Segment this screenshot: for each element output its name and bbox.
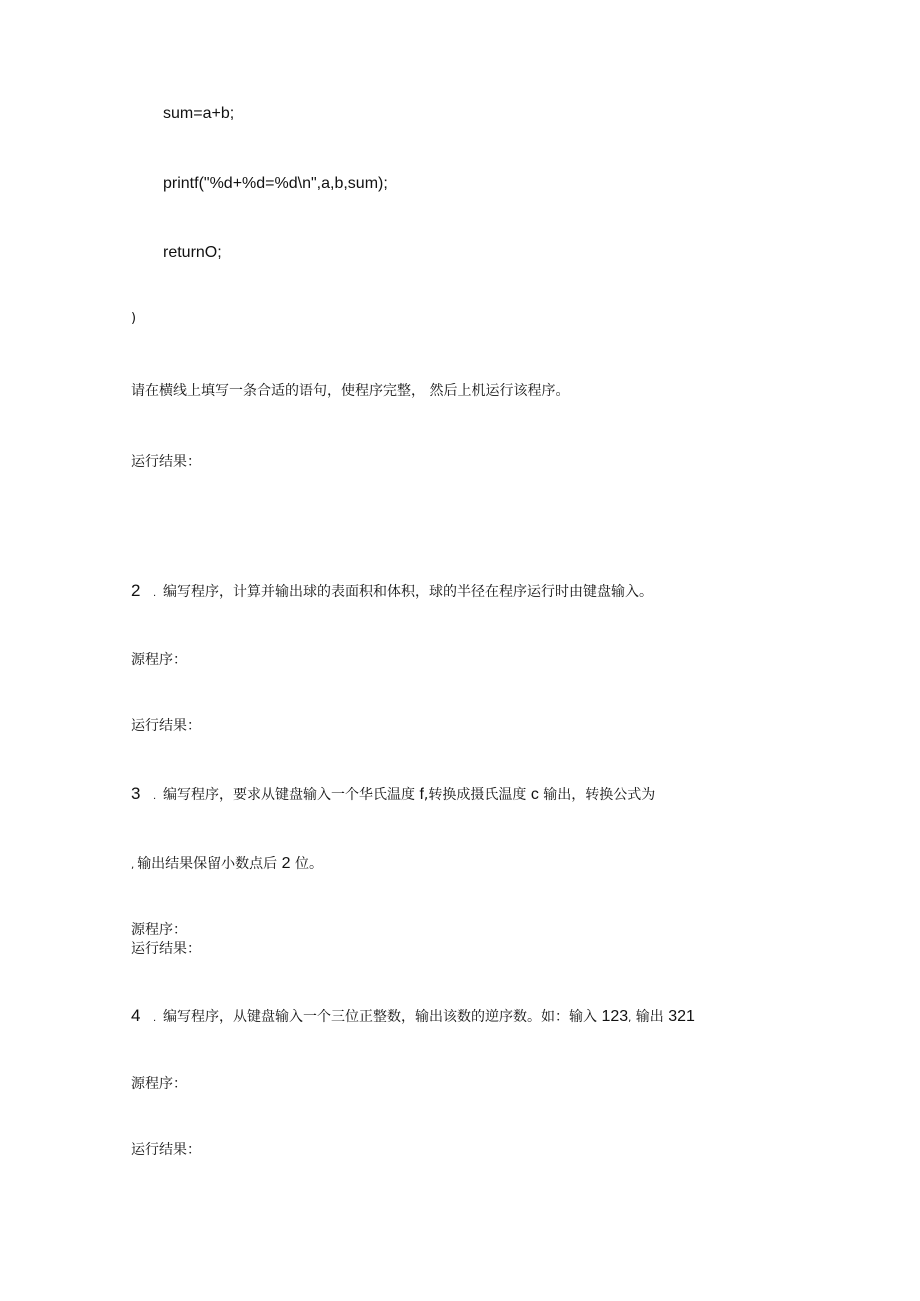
question-3-text-b: ,转换成摄氏温度: [423, 787, 531, 803]
question-3: [131, 784, 655, 807]
source-label-3: 源程序：: [131, 922, 187, 938]
question-4-in-num: 123: [601, 1008, 629, 1025]
question-4-out-num: 321: [668, 1008, 695, 1025]
code-closing-brace: ): [131, 311, 137, 326]
question-2-text: 编写程序，计算并输出球的表面积和体积，球的半径在程序运行时由键盘输入。: [163, 584, 653, 600]
code-line-printf: printf("%d+%d=%d\n",a,b,sum);: [163, 175, 388, 192]
source-label-2: 源程序：: [131, 652, 187, 668]
question-3-line-2-a: 输出结果保留小数点后: [137, 856, 282, 872]
question-3-number: 3: [131, 784, 141, 803]
question-3-var-c: c: [530, 786, 539, 803]
question-4-sep: ,: [628, 1013, 632, 1024]
question-2-dot: .: [153, 588, 157, 599]
source-label-4: 源程序：: [131, 1076, 187, 1092]
question-4-text-b: 输出: [631, 1009, 669, 1025]
result-label-1: 运行结果：: [131, 454, 201, 470]
question-4-number: 4: [131, 1006, 141, 1025]
result-label-2: 运行结果：: [131, 718, 201, 734]
question-2-number: 2: [131, 581, 141, 600]
result-label-4: 运行结果：: [131, 1142, 201, 1158]
question-3-line-2-prefix: ,: [131, 860, 135, 871]
instruction-text: 请在横线上填写一条合适的语句，使程序完整， 然后上机运行该程序。: [131, 383, 570, 399]
question-3-var-f: f: [419, 786, 424, 803]
code-line-return: returnO;: [163, 244, 222, 261]
code-line-sum: sum=a+b;: [163, 105, 235, 122]
question-2: [131, 581, 653, 604]
question-3-dot: .: [153, 791, 157, 802]
question-4-dot: .: [153, 1013, 157, 1024]
question-3-text-c: 输出，转换公式为: [538, 787, 656, 803]
question-3-line-2-num: 2: [281, 855, 291, 872]
question-4: [131, 1006, 695, 1029]
question-3-text-a: 编写程序，要求从键盘输入一个华氏温度: [163, 787, 420, 803]
question-3-line-2-b: 位。: [290, 856, 323, 872]
question-4-text-a: 编写程序，从键盘输入一个三位正整数，输出该数的逆序数。如：输入: [163, 1009, 602, 1025]
question-3-line-2: [131, 854, 323, 876]
result-label-3: 运行结果：: [131, 941, 201, 957]
